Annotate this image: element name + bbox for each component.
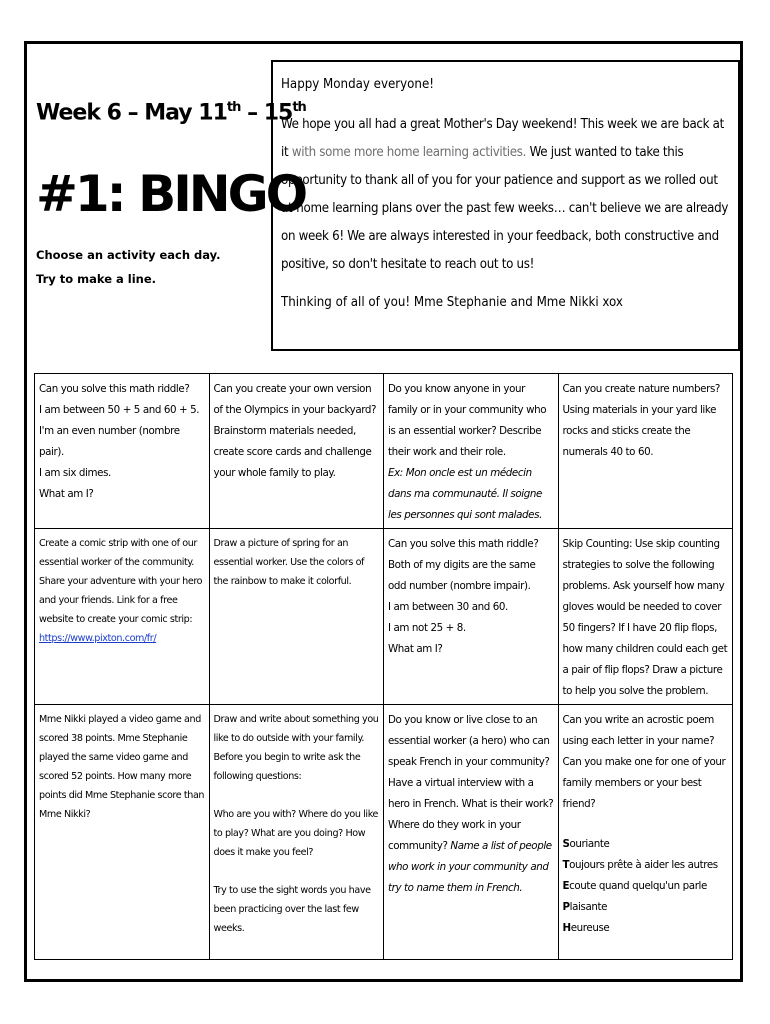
bingo-row: [35, 374, 733, 529]
bingo-cell: Skip Counting: Use skip counting strategies to solve the following problems. Ask yourself how many gloves would be needed to cover 50 fingers? If I have 20 flip flops, how many children could each get a pair of flip flops? Draw a picture to help you solve the problem.: [558, 529, 733, 705]
bingo-cell: Draw a picture of spring for an essential worker. Use the colors of the rainbow to make it colorful.: [209, 529, 384, 705]
instruction-line-2: Try to make a line.: [36, 272, 157, 287]
pixton-link[interactable]: https://www.pixton.com/fr/: [39, 633, 157, 644]
instruction-line-1: Choose an activity each day.: [36, 248, 221, 263]
acrostic-line: Souriante: [562, 838, 610, 850]
bingo-grid: [34, 373, 733, 960]
message-body: We hope you all had a great Mother's Day weekend! This week we are back at it with some more home learning activities. We just wanted to take this opportunity to thank all of you for your patience and support as we rolled out at-home learning plans over the past few weeks… can't believe we are already on week 6! We are always interested in your feedback, both constructive and positive, so don't hesitate to reach out to us!: [281, 117, 729, 272]
bingo-cell: Can you solve this math riddle? Both of my digits are the same odd number (nombre impair). I am between 30 and 60. I am not 25 + 8. What am I?: [384, 529, 559, 705]
acrostic-line: Plaisante: [562, 901, 608, 913]
message-signoff: Thinking of all of you! Mme Stephanie and Mme Nikki xox: [281, 295, 623, 310]
bingo-title: #1: BINGO: [36, 165, 306, 224]
bingo-row: [35, 529, 733, 705]
bingo-cell: Draw and write about something you like to do outside with your family. Before you begin to write ask the following questions: Who are you with? Where do you like to play? What are you doing? How does it make you feel? Try to use the sight words you have been practicing over the last few weeks.: [209, 705, 384, 960]
bingo-cell: Do you know anyone in your family or in your community who is an essential worker? Describe their work and their role. Ex: Mon oncle est un médecin dans ma communauté. Il soigne les personnes qui sont malades.: [384, 374, 559, 529]
acrostic-line: Ecoute quand quelqu'un parle: [562, 880, 707, 892]
bingo-cell: Create a comic strip with one of our essential worker of the community. Share your adventure with your hero and your friends. Link for a free website to create your comic strip: https://www.pixton.com/fr/: [35, 529, 210, 705]
bingo-cell: Can you solve this math riddle? I am between 50 + 5 and 60 + 5. I'm an even number (nombre pair). I am six dimes. What am I?: [35, 374, 210, 529]
instructions: [36, 243, 266, 291]
bingo-cell: Can you create your own version of the Olympics in your backyard? Brainstorm materials needed, create score cards and challenge your whole family to play.: [209, 374, 384, 529]
acrostic-line: Heureuse: [562, 922, 610, 934]
bingo-cell: Can you create nature numbers? Using materials in your yard like rocks and sticks create the numerals 40 to 60.: [558, 374, 733, 529]
bingo-row: [35, 705, 733, 960]
bingo-cell: Do you know or live close to an essential worker (a hero) who can speak French in your community? Have a virtual interview with a hero in French. What is their work? Where do they work in your community? Name a list of people who work in your community and try to name them in French.: [384, 705, 559, 960]
bingo-cell: Can you write an acrostic poem using each letter in your name? Can you make one for one of your family members or your best friend? Souriante Toujours prête à aider les autres Ecoute quand quelqu'un parle Plaisante Heureuse: [558, 705, 733, 960]
header-left: [36, 100, 306, 291]
message-box: [271, 60, 740, 351]
week-title: Week 6 – May 11th – 15th: [36, 100, 306, 126]
bingo-cell: Mme Nikki played a video game and scored 38 points. Mme Stephanie played the same video game and scored 52 points. How many more points did Mme Stephanie score than Mme Nikki?: [35, 705, 210, 960]
acrostic-line: Toujours prête à aider les autres: [562, 859, 718, 871]
message-greeting: Happy Monday everyone!: [281, 77, 435, 92]
